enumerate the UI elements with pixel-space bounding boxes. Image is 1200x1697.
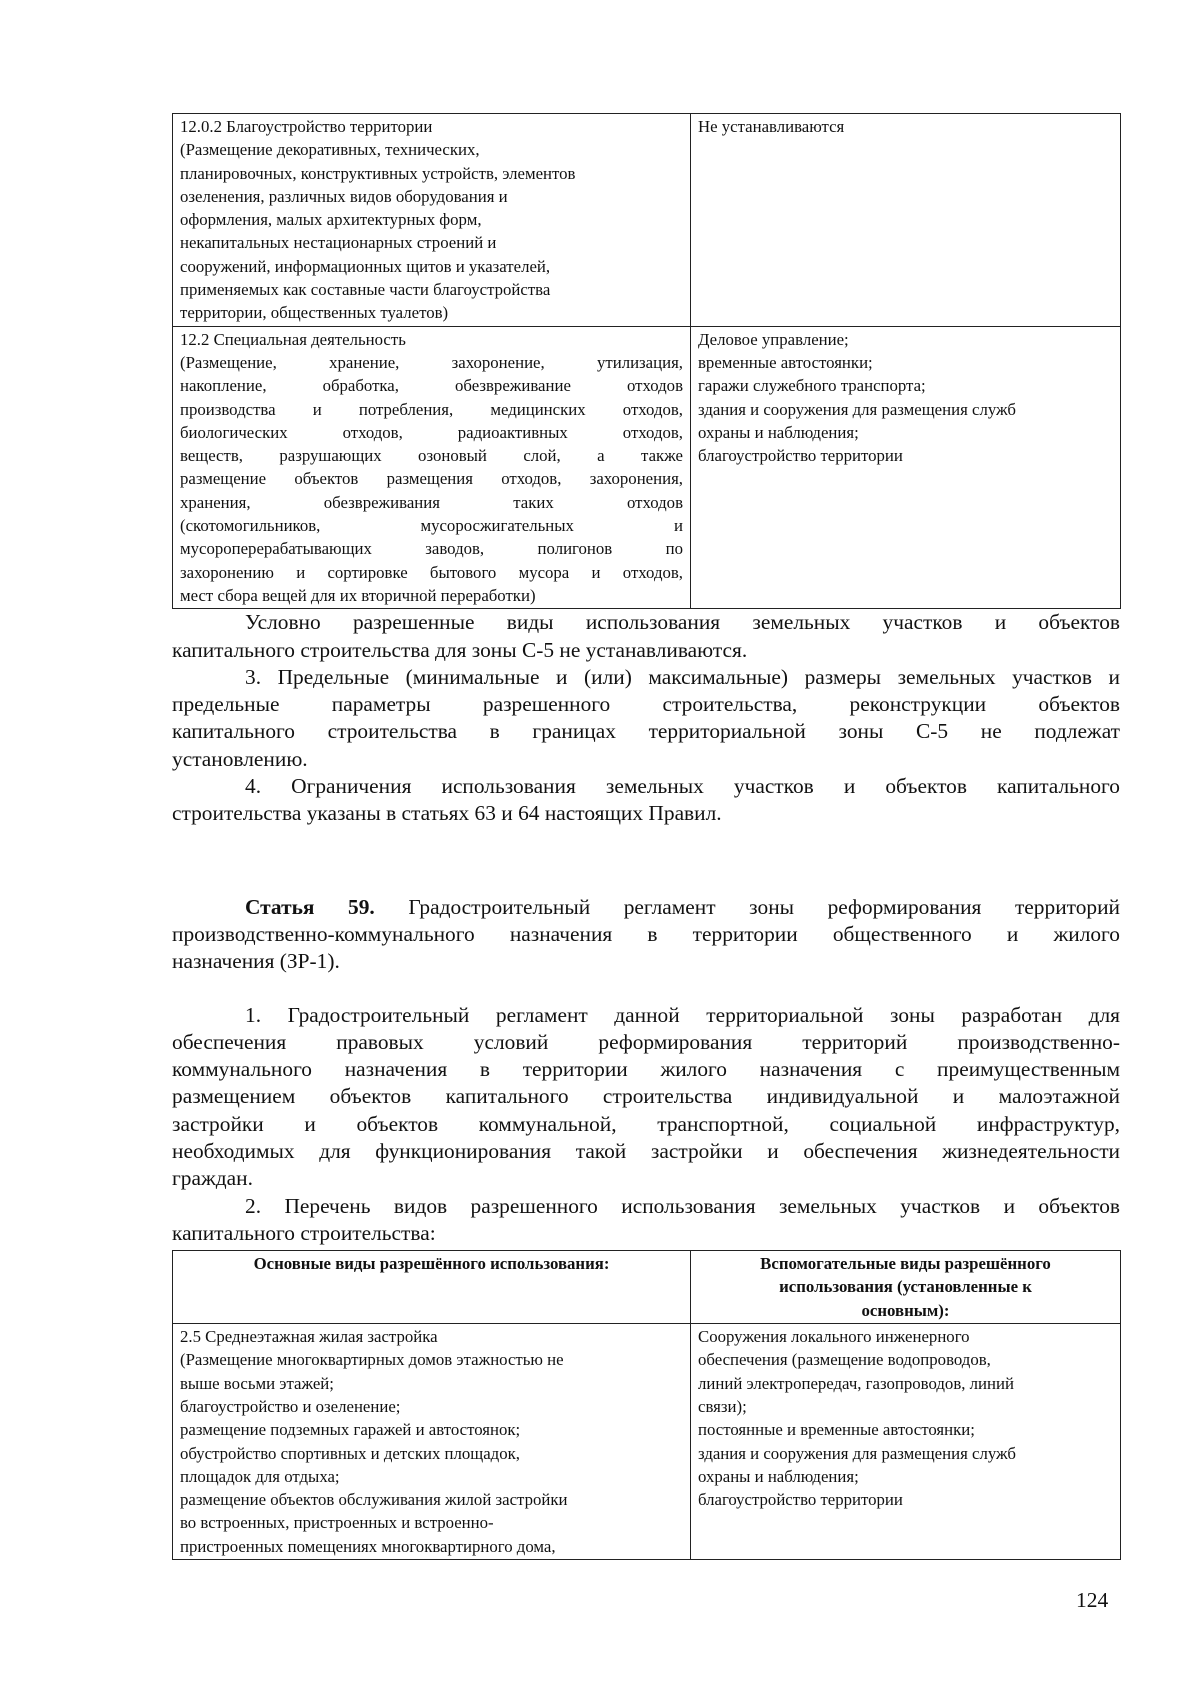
article-heading-line: производственно-коммунального назначения в территории общественного и жилого <box>172 921 1120 946</box>
paragraph-regulation-purpose <box>172 1002 1120 1193</box>
text-line: граждан. <box>172 1166 253 1191</box>
text-line: 1. Градостроительный регламент данной территориальной зоны разработан для <box>245 1002 1120 1027</box>
cell-line: связи); <box>698 1396 747 1416</box>
header-line: основным): <box>861 1300 950 1320</box>
cell-line: размещение объектов размещения отходов, захоронения, <box>180 469 683 489</box>
table-cell-main-use <box>173 114 691 327</box>
paragraph-uses-list-intro <box>172 1193 1120 1248</box>
cell-line: веществ, разрушающих озоновый слой, а также <box>180 446 683 466</box>
cell-line: обустройство спортивных и детских площадок, <box>180 1443 520 1463</box>
table-row <box>173 114 1121 327</box>
cell-line: здания и сооружения для размещения служб <box>698 399 1016 419</box>
text-line: строительства указаны в статьях 63 и 64 настоящих Правил. <box>172 801 722 826</box>
cell-line: хранения, обезвреживания таких отходов <box>180 492 683 512</box>
text-line: 2. Перечень видов разрешенного использования земельных участков и объектов <box>245 1193 1120 1218</box>
text-line: Условно разрешенные виды использования земельных участков и объектов <box>245 610 1120 635</box>
text-line: застройки и объектов коммунальной, транспортной, социальной инфраструктур, <box>172 1111 1120 1136</box>
text-line: 3. Предельные (минимальные и (или) максимальные) размеры земельных участков и <box>245 664 1120 689</box>
article-heading <box>172 894 1120 976</box>
text-line: обеспечения правовых условий реформирования территорий производственно- <box>172 1029 1120 1054</box>
cell-line: (Размещение многоквартирных домов этажностью не <box>180 1350 564 1370</box>
permitted-uses-table-top <box>172 113 1121 609</box>
cell-line: линий электропередач, газопроводов, линий <box>698 1373 1014 1393</box>
cell-line: размещение объектов обслуживания жилой застройки <box>180 1490 568 1510</box>
cell-line: сооружений, информационных щитов и указателей, <box>180 256 551 276</box>
article-label: Статья 59. <box>245 894 375 919</box>
cell-line: 12.0.2 Благоустройство территории <box>180 117 433 136</box>
text-line: коммунального назначения в территории жилого назначения с преимущественным <box>172 1057 1120 1082</box>
table-row <box>173 1324 1121 1560</box>
table-cell-auxiliary-use <box>691 1324 1121 1560</box>
text-line: капитального строительства для зоны С-5 не устанавливаются. <box>172 637 748 662</box>
cell-line: Сооружения локального инженерного <box>698 1327 970 1347</box>
text-line: установлению. <box>172 746 308 771</box>
cell-line: благоустройство территории <box>698 1490 903 1510</box>
cell-line: площадок для отдыха; <box>180 1466 340 1486</box>
cell-line: оформления, малых архитектурных форм, <box>180 210 482 230</box>
text-line: необходимых для функционирования такой застройки и обеспечения жизнедеятельности <box>172 1138 1120 1163</box>
table-cell-auxiliary-use <box>691 326 1121 609</box>
column-header-main-uses: Основные виды разрешённого использования: <box>173 1251 691 1324</box>
cell-line: гаражи служебного транспорта; <box>698 376 926 396</box>
cell-line: размещение подземных гаражей и автостоянок; <box>180 1420 521 1440</box>
document-page <box>172 113 1120 1560</box>
cell-line: (Размещение, хранение, захоронение, утилизация, <box>180 352 683 372</box>
cell-line: во встроенных, пристроенных и встроенно- <box>180 1513 494 1533</box>
cell-line: Не устанавливаются <box>698 117 845 136</box>
cell-line: (скотомогильников, мусоросжигательных и <box>180 516 683 536</box>
cell-line: выше восьми этажей; <box>180 1373 334 1393</box>
cell-line: 2.5 Среднеэтажная жилая застройка <box>180 1327 438 1347</box>
header-line: Вспомогательные виды разрешённого <box>760 1254 1051 1274</box>
paragraph-restrictions <box>172 773 1120 828</box>
article-title-start: Градостроительный регламент зоны реформирования территорий <box>374 894 1120 919</box>
table-cell-auxiliary-use <box>691 114 1121 327</box>
cell-line: применяемых как составные части благоустройства <box>180 280 551 300</box>
text-line: 4. Ограничения использования земельных участков и объектов капитального <box>245 774 1120 799</box>
header-line: использования (установленные к <box>779 1277 1032 1297</box>
paragraph-conditional-uses <box>172 609 1120 664</box>
page-number: 124 <box>1076 1588 1109 1612</box>
cell-line: охраны и наблюдения; <box>698 422 859 442</box>
text-line: предельные параметры разрешенного строительства, реконструкции объектов <box>172 692 1120 717</box>
cell-line: здания и сооружения для размещения служб <box>698 1443 1016 1463</box>
cell-line: озеленения, различных видов оборудования и <box>180 186 508 206</box>
table-row <box>173 326 1121 609</box>
text-line: капитального строительства: <box>172 1220 436 1245</box>
paragraph-limit-sizes <box>172 664 1120 773</box>
article-heading-line <box>172 894 1120 921</box>
cell-line: некапитальных нестационарных строений и <box>180 233 497 253</box>
column-header-auxiliary-uses <box>691 1251 1121 1324</box>
cell-line: накопление, обработка, обезвреживание отходов <box>180 376 683 396</box>
cell-line: 12.2 Специальная деятельность <box>180 329 406 349</box>
cell-line: постоянные и временные автостоянки; <box>698 1420 975 1440</box>
table-cell-main-use <box>173 1324 691 1560</box>
cell-line: биологических отходов, радиоактивных отходов, <box>180 422 683 442</box>
cell-line: охраны и наблюдения; <box>698 1466 859 1486</box>
permitted-uses-table-bottom <box>172 1250 1121 1560</box>
cell-line: планировочных, конструктивных устройств, элементов <box>180 163 576 183</box>
cell-line: захоронению и сортировке бытового мусора и отходов, <box>180 562 683 582</box>
table-cell-main-use <box>173 326 691 609</box>
cell-line: (Размещение декоративных, технических, <box>180 140 480 160</box>
text-line: размещением объектов капитального строительства индивидуальной и малоэтажной <box>172 1084 1120 1109</box>
table-header-row <box>173 1251 1121 1324</box>
cell-line: временные автостоянки; <box>698 352 873 372</box>
cell-line: обеспечения (размещение водопроводов, <box>698 1350 991 1370</box>
cell-line: мест сбора вещей для их вторичной переработки) <box>180 585 536 605</box>
cell-line: мусороперерабатывающих заводов, полигонов по <box>180 539 683 559</box>
cell-line: производства и потребления, медицинских отходов, <box>180 399 683 419</box>
cell-line: благоустройство и озеленение; <box>180 1396 401 1416</box>
cell-line: территории, общественных туалетов) <box>180 303 449 323</box>
cell-line: пристроенных помещениях многоквартирного дома, <box>180 1536 556 1556</box>
cell-line: Деловое управление; <box>698 329 849 349</box>
cell-line: благоустройство территории <box>698 446 903 466</box>
text-line: капитального строительства в границах территориальной зоны С-5 не подлежат <box>172 719 1120 744</box>
article-heading-line: назначения (ЗР-1). <box>172 949 340 974</box>
